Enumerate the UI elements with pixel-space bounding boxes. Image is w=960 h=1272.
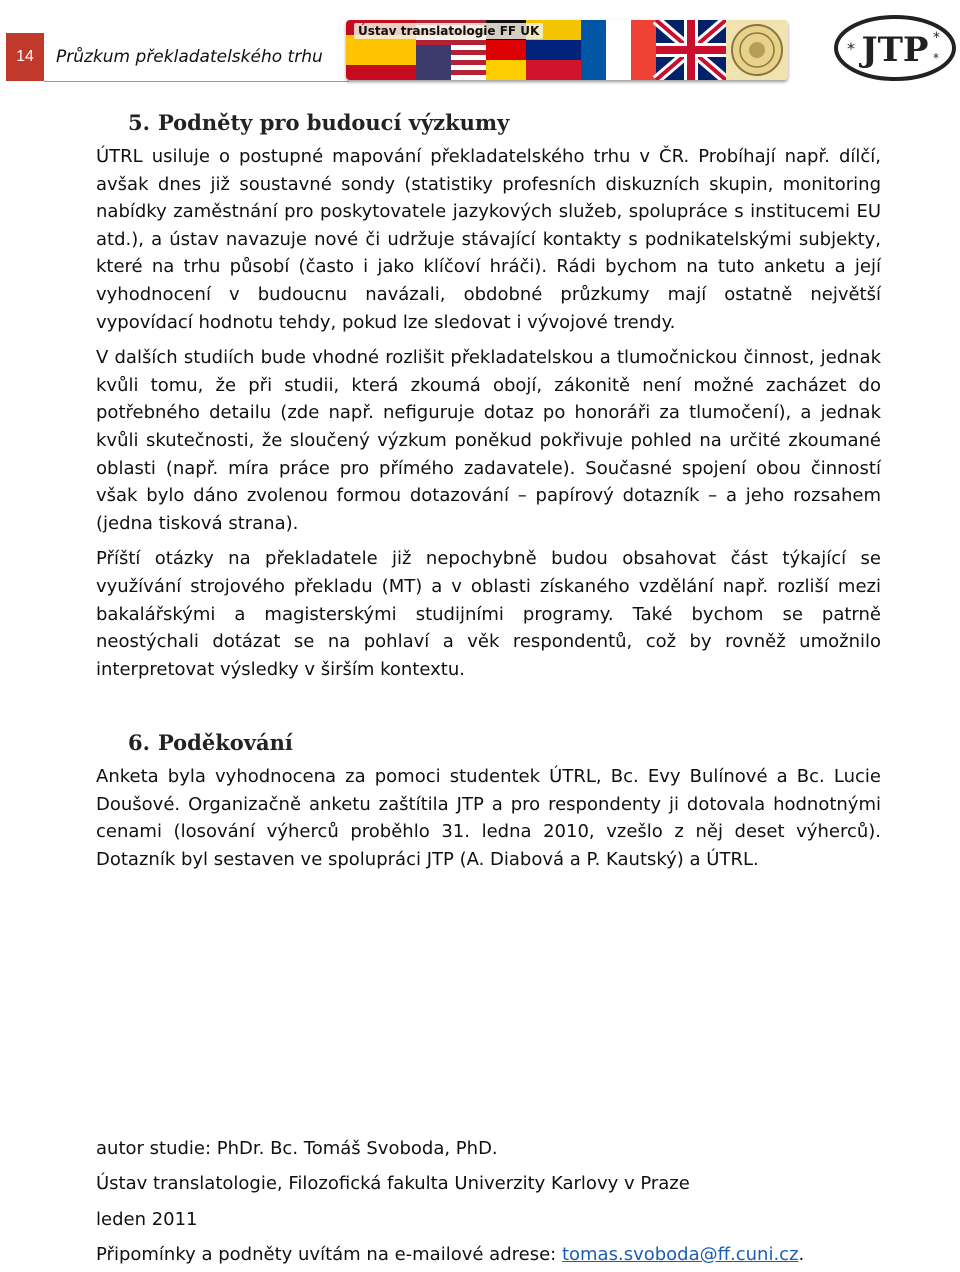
section-5-title: Podněty pro budoucí výzkumy — [157, 110, 510, 135]
page-number: 14 — [6, 33, 44, 81]
section-5 — [96, 110, 881, 691]
section-6-number: 6. — [128, 730, 150, 755]
banner-label: Ústav translatologie FF UK — [354, 23, 543, 39]
flags-banner — [346, 20, 788, 80]
page-header — [0, 0, 960, 92]
section-5-heading — [128, 110, 881, 135]
paragraph: ÚTRL usiluje o postupné mapování překladatelského trhu v ČR. Probíhají např. dílčí, avšak dnes již soustavné sondy (statistiky profesních diskuzních skupin, monitoring nabídky zaměstnání pro poskytovatele jazykových služeb, spolupráce s institucemi EU atd.), a ústav navazuje nové či udržuje stávající kontakty s podnikatelskými subjekty, které na trhu působí (často i jako klíčoví hráči). Rádi bychom na tuto anketu a její vyhodnocení v budoucnu navázali, obdobné průzkumy mají ostatně největší vypovídací hodnotu tehdy, pokud lze sledovat i vývojové trendy. — [96, 146, 881, 333]
paragraph: Příští otázky na překladatele již nepochybně budou obsahovat část týkající se využívání strojového překladu (MT) a v oblasti získaného vzdělání např. rozliší mezi bakalářskými a magisterskými studijními programy. Také bychom se patrně neostýchali dotázat se na pohlaví a věk respondentů, což by rovněž umožnilo interpretovat výsledky v širším kontextu. — [96, 548, 881, 680]
paragraph: V dalších studiích bude vhodné rozlišit překladatelskou a tlumočnickou činnost, jednak kvůli tomu, že při studii, která zkoumá obojí, zákonitě není možné zacházet do potřebného detailu (zde např. nefiguruje dotaz po honoráři za tlumočení), a jednak kvůli skutečnosti, že sloučený výzkum poněkud pokřivuje pohled na určité zkoumané oblasti (např. míra práce pro přímého zadavatele). Současné spojení obou činností však bylo dáno zvolenou formou dotazování – papírový dotazník – a jeho rozsahem (jedna tisková strana). — [96, 347, 881, 534]
jtp-logo — [833, 14, 957, 82]
contact-prefix: Připomínky a podněty uvítám na e-mailové adrese: — [96, 1243, 562, 1265]
contact-suffix: . — [798, 1243, 805, 1265]
svg-text:*: * — [847, 39, 855, 58]
date-line: leden 2011 — [96, 1208, 198, 1230]
running-title: Průzkum překladatelského trhu — [56, 47, 323, 67]
section-6 — [96, 730, 881, 881]
email-link[interactable]: tomas.svoboda@ff.cuni.cz — [561, 1243, 799, 1265]
footer — [96, 1131, 881, 1272]
section-6-heading — [128, 730, 881, 755]
svg-text:*: * — [933, 51, 939, 65]
author-line: autor studie: PhDr. Bc. Tomáš Svoboda, PhD. — [96, 1138, 498, 1159]
header-rule — [44, 81, 349, 82]
section-5-number: 5. — [128, 110, 150, 135]
institution-line: Ústav translatologie, Filozofická fakulta Univerzity Karlovy v Praze — [96, 1173, 690, 1195]
section-6-title: Poděkování — [157, 730, 293, 755]
svg-text:*: * — [933, 30, 940, 46]
svg-text:JTP: JTP — [861, 30, 929, 70]
jtp-logo-image — [833, 14, 957, 82]
paragraph: Anketa byla vyhodnocena za pomoci studentek ÚTRL, Bc. Evy Bulínové a Bc. Lucie Doušové. Organizačně anketu zaštítila JTP a pro respondenty ji dotovala hodnotnými cenami (losování výherců proběhlo 31. ledna 2010, vzešlo z něj deset výherců). Dotazník byl sestaven ve spolupráci JTP (A. Diabová a P. Kautský) a ÚTRL. — [96, 766, 881, 870]
